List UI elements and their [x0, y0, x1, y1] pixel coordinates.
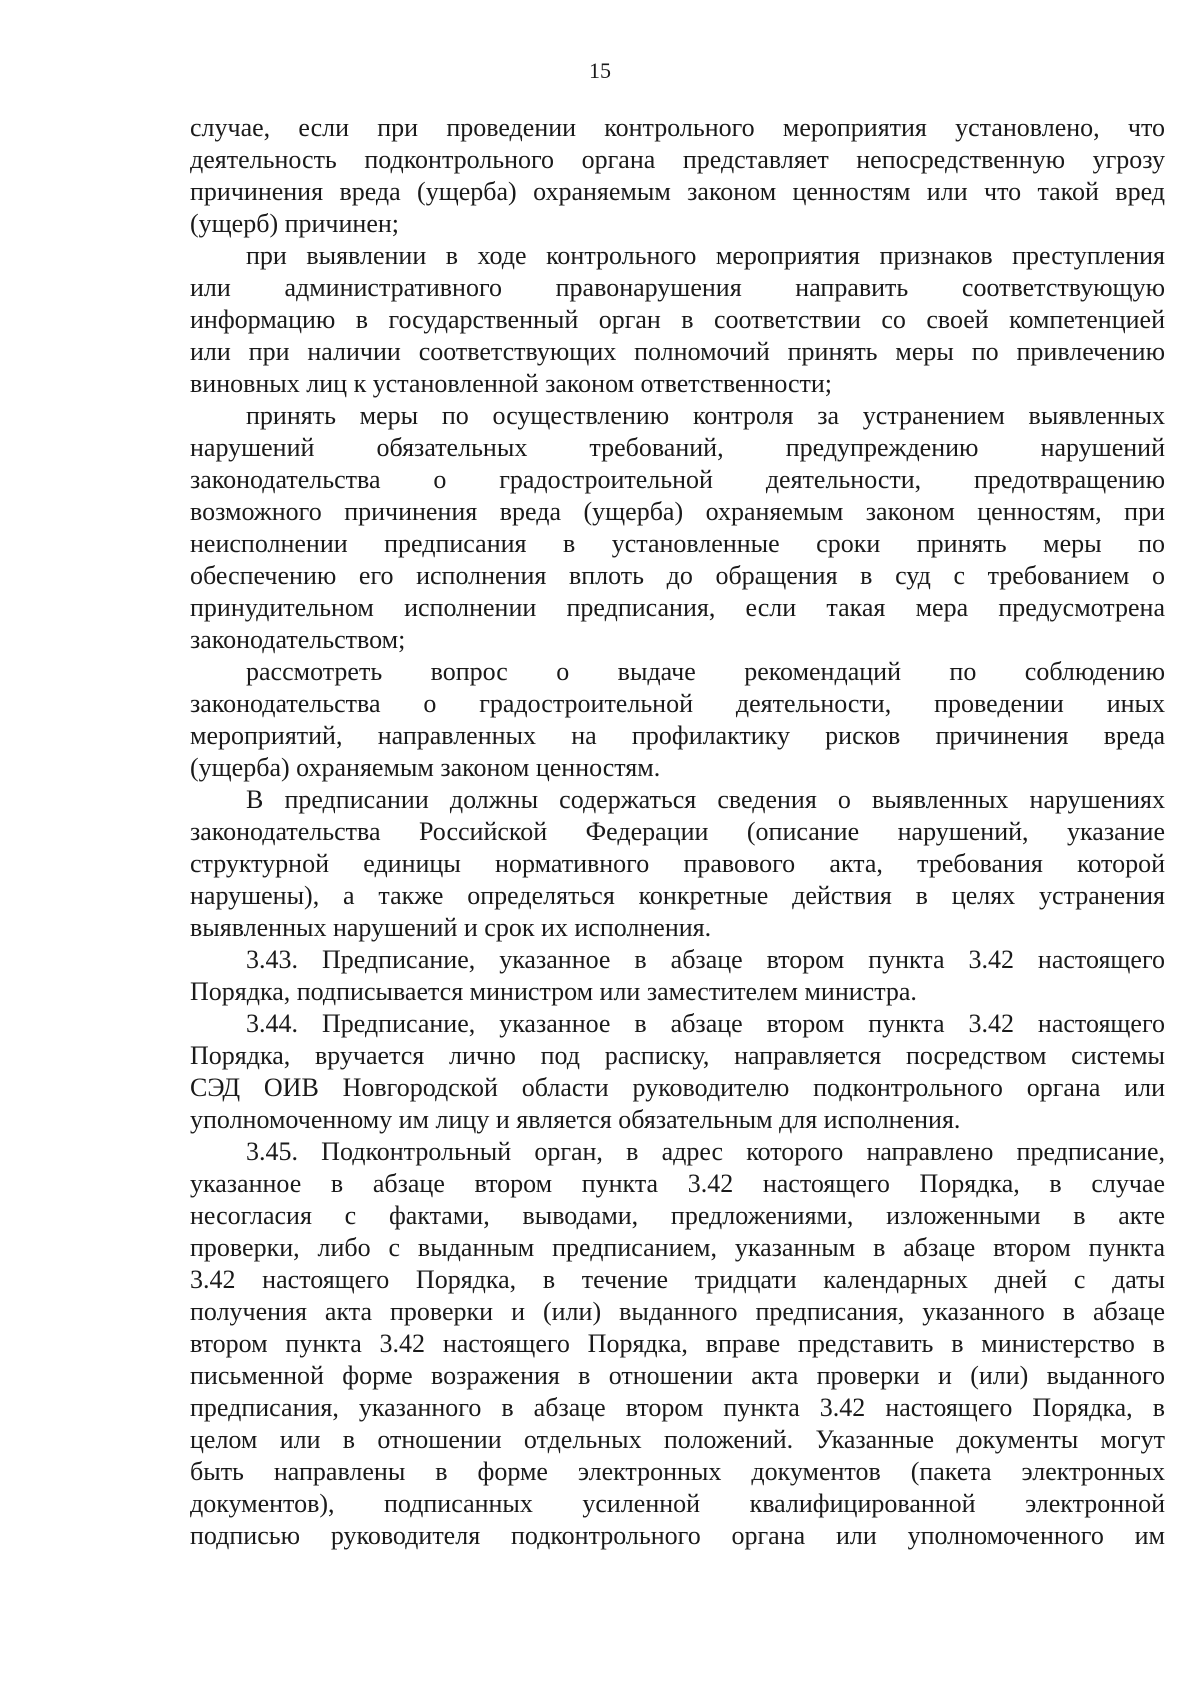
- paragraph: [190, 400, 1165, 656]
- page-number: 15: [589, 58, 611, 83]
- paragraph-line: предписания, указанного в абзаце втором пункта 3.42 настоящего Порядка, в: [190, 1393, 1165, 1422]
- paragraph-line: уполномоченному им лицу и является обязательным для исполнения.: [190, 1105, 961, 1134]
- paragraph-line: Порядка, вручается лично под расписку, направляется посредством системы: [190, 1041, 1165, 1070]
- paragraph-line: выявленных нарушений и срок их исполнения.: [190, 913, 712, 942]
- paragraph-line: 3.44. Предписание, указанное в абзаце втором пункта 3.42 настоящего: [246, 1009, 1165, 1038]
- document-body: [190, 112, 1165, 1552]
- paragraph-line: законодательства о градостроительной деятельности, предотвращению: [190, 465, 1165, 494]
- paragraph-line: случае, если при проведении контрольного мероприятия установлено, что: [190, 113, 1165, 142]
- paragraph-line: втором пункта 3.42 настоящего Порядка, вправе представить в министерство в: [190, 1329, 1165, 1358]
- paragraph-line: быть направлены в форме электронных документов (пакета электронных: [190, 1457, 1165, 1486]
- paragraph-line: или административного правонарушения направить соответствующую: [190, 273, 1165, 302]
- paragraph: [190, 112, 1165, 240]
- paragraph-line: мероприятий, направленных на профилактику рисков причинения вреда: [190, 721, 1165, 750]
- paragraph: [190, 784, 1165, 944]
- paragraph-line: проверки, либо с выданным предписанием, указанным в абзаце втором пункта: [190, 1233, 1165, 1262]
- paragraph-line: подписью руководителя подконтрольного органа или уполномоченного им: [190, 1521, 1165, 1550]
- paragraph-line: или при наличии соответствующих полномочий принять меры по привлечению: [190, 337, 1165, 366]
- paragraph: [190, 944, 1165, 1008]
- paragraph-line: принудительном исполнении предписания, если такая мера предусмотрена: [190, 593, 1165, 622]
- paragraph-line: обеспечению его исполнения вплоть до обращения в суд с требованием о: [190, 561, 1165, 590]
- paragraph-line: принять меры по осуществлению контроля за устранением выявленных: [246, 401, 1165, 430]
- paragraph-line: (ущерб) причинен;: [190, 209, 400, 238]
- paragraph-line: несогласия с фактами, выводами, предложениями, изложенными в акте: [190, 1201, 1165, 1230]
- paragraph-line: рассмотреть вопрос о выдаче рекомендаций по соблюдению: [246, 657, 1165, 686]
- paragraph-line: законодательства Российской Федерации (описание нарушений, указание: [190, 817, 1165, 846]
- paragraph-line: письменной форме возражения в отношении акта проверки и (или) выданного: [190, 1361, 1165, 1390]
- paragraph-line: возможного причинения вреда (ущерба) охраняемым законом ценностям, при: [190, 497, 1165, 526]
- paragraph-line: законодательством;: [190, 625, 406, 654]
- paragraph-line: структурной единицы нормативного правового акта, требования которой: [190, 849, 1165, 878]
- paragraph: [190, 1008, 1165, 1136]
- paragraph-line: Порядка, подписывается министром или заместителем министра.: [190, 977, 917, 1006]
- paragraph-line: документов), подписанных усиленной квалифицированной электронной: [190, 1489, 1165, 1518]
- paragraph-line: СЭД ОИВ Новгородской области руководителю подконтрольного органа или: [190, 1073, 1165, 1102]
- paragraph: [190, 240, 1165, 400]
- paragraph-line: В предписании должны содержаться сведения о выявленных нарушениях: [246, 785, 1165, 814]
- paragraph-line: деятельность подконтрольного органа представляет непосредственную угрозу: [190, 145, 1165, 174]
- paragraph-line: нарушений обязательных требований, предупреждению нарушений: [190, 433, 1165, 462]
- paragraph-line: законодательства о градостроительной деятельности, проведении иных: [190, 689, 1165, 718]
- paragraph-line: нарушены), а также определяться конкретные действия в целях устранения: [190, 881, 1165, 910]
- paragraph-line: (ущерба) охраняемым законом ценностям.: [190, 753, 661, 782]
- paragraph-line: получения акта проверки и (или) выданного предписания, указанного в абзаце: [190, 1297, 1165, 1326]
- paragraph-line: 3.42 настоящего Порядка, в течение тридцати календарных дней с даты: [190, 1265, 1165, 1294]
- paragraph-line: при выявлении в ходе контрольного мероприятия признаков преступления: [246, 241, 1165, 270]
- paragraph-line: неисполнении предписания в установленные сроки принять меры по: [190, 529, 1165, 558]
- paragraph: [190, 1136, 1165, 1552]
- paragraph-line: информацию в государственный орган в соответствии со своей компетенцией: [190, 305, 1165, 334]
- paragraph-line: указанное в абзаце втором пункта 3.42 настоящего Порядка, в случае: [190, 1169, 1165, 1198]
- paragraph-line: 3.43. Предписание, указанное в абзаце втором пункта 3.42 настоящего: [246, 945, 1165, 974]
- paragraph-line: виновных лиц к установленной законом ответственности;: [190, 369, 833, 398]
- paragraph-line: целом или в отношении отдельных положений. Указанные документы могут: [190, 1425, 1165, 1454]
- paragraph: [190, 656, 1165, 784]
- paragraph-line: причинения вреда (ущерба) охраняемым законом ценностям или что такой вред: [190, 177, 1165, 206]
- paragraph-line: 3.45. Подконтрольный орган, в адрес которого направлено предписание,: [246, 1137, 1165, 1166]
